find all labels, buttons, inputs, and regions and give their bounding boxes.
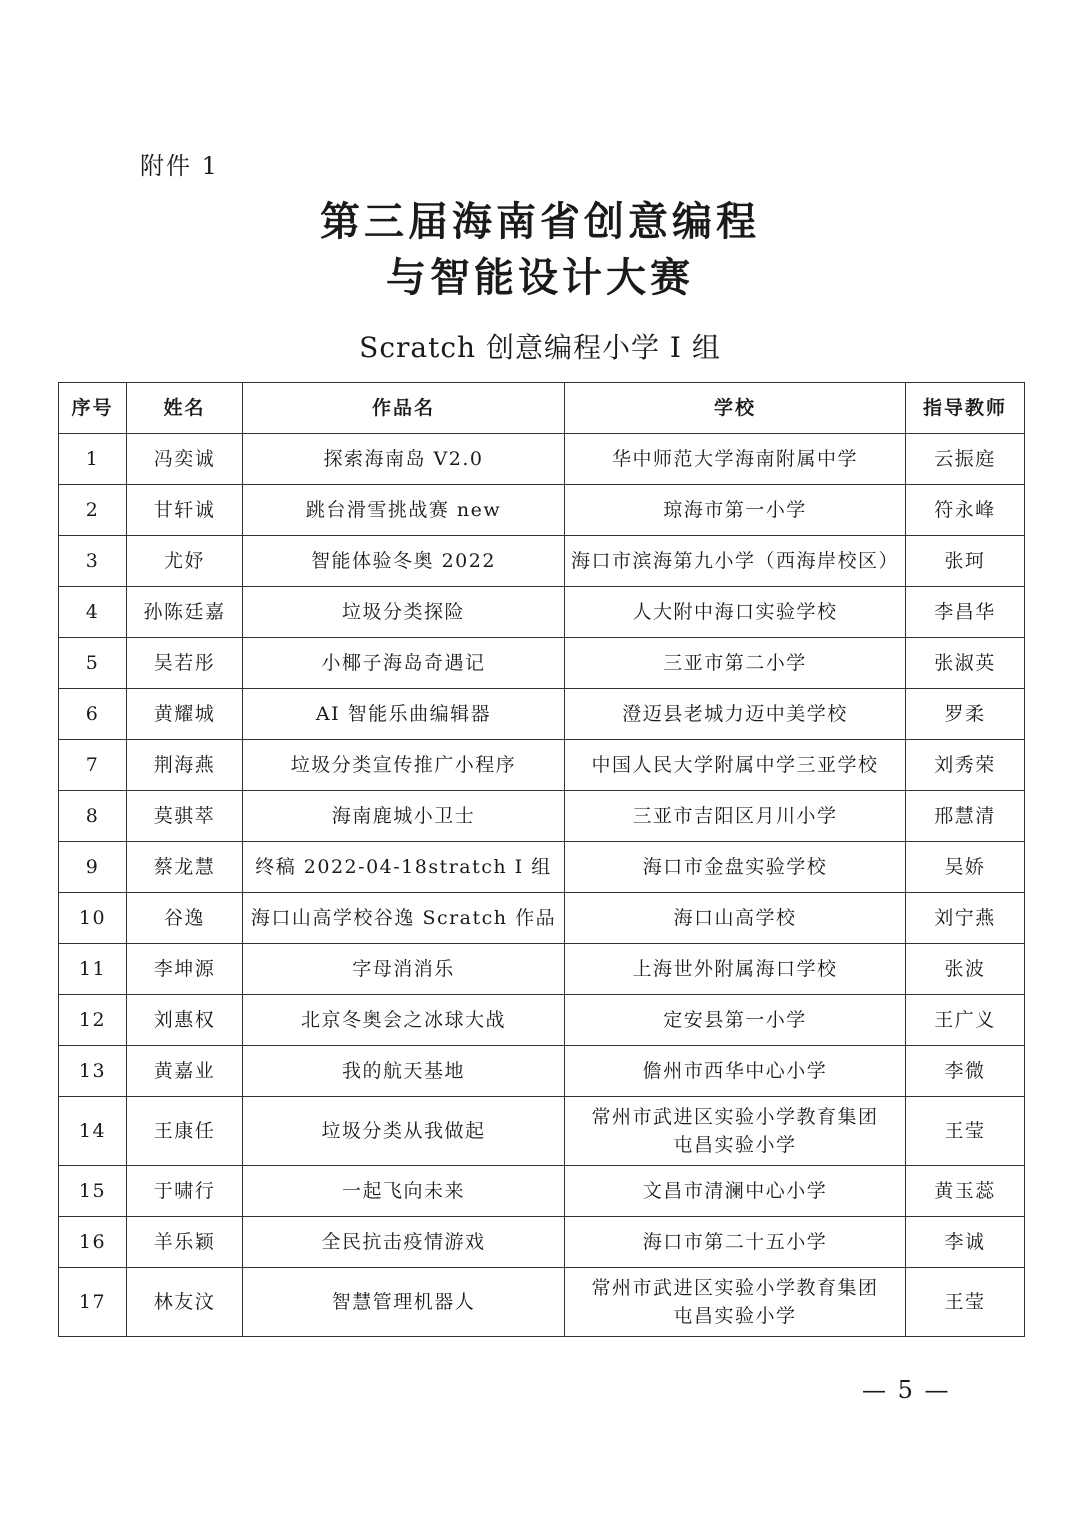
cell-index: 2 (59, 485, 127, 536)
cell-index: 10 (59, 893, 127, 944)
table-row (59, 485, 1025, 536)
table-row (59, 434, 1025, 485)
group-subtitle: Scratch 创意编程小学 I 组 (359, 331, 721, 364)
table-row (59, 1268, 1025, 1337)
cell-school-line-2: 屯昌实验小学 (673, 1134, 797, 1156)
cell-work: 海南鹿城小卫士 (243, 791, 565, 842)
cell-school: 华中师范大学海南附属中学 (565, 434, 906, 485)
cell-school-line-2: 屯昌实验小学 (673, 1305, 797, 1327)
document-title-line-1: 第三届海南省创意编程 (320, 199, 760, 245)
table-row (59, 791, 1025, 842)
table-row (59, 638, 1025, 689)
cell-teacher: 云振庭 (906, 434, 1025, 485)
cell-teacher: 王广义 (906, 995, 1025, 1046)
page-number: — 5 — (862, 1376, 951, 1404)
cell-teacher: 李昌华 (906, 587, 1025, 638)
header-index: 序号 (59, 383, 127, 434)
cell-index: 1 (59, 434, 127, 485)
table-body (59, 434, 1025, 1337)
cell-teacher: 张淑英 (906, 638, 1025, 689)
table-row (59, 893, 1025, 944)
cell-school: 定安县第一小学 (565, 995, 906, 1046)
cell-school-line-1: 常州市武进区实验小学教育集团 (591, 1106, 879, 1128)
table-row (59, 1217, 1025, 1268)
results-table (58, 382, 1025, 1337)
cell-teacher: 符永峰 (906, 485, 1025, 536)
cell-work: 我的航天基地 (243, 1046, 565, 1097)
cell-name: 谷逸 (127, 893, 243, 944)
table-header-row (59, 383, 1025, 434)
cell-name: 冯奕诚 (127, 434, 243, 485)
cell-index: 5 (59, 638, 127, 689)
cell-teacher: 黄玉蕊 (906, 1166, 1025, 1217)
cell-teacher: 张波 (906, 944, 1025, 995)
header-name: 姓名 (127, 383, 243, 434)
cell-school: 文昌市清澜中心小学 (565, 1166, 906, 1217)
table-row (59, 689, 1025, 740)
header-teacher: 指导教师 (906, 383, 1025, 434)
cell-school: 中国人民大学附属中学三亚学校 (565, 740, 906, 791)
cell-name: 蔡龙慧 (127, 842, 243, 893)
cell-teacher: 罗柔 (906, 689, 1025, 740)
table-row (59, 1046, 1025, 1097)
cell-name: 莫骐萃 (127, 791, 243, 842)
cell-work: 全民抗击疫情游戏 (243, 1217, 565, 1268)
cell-school (565, 1097, 906, 1166)
table-row (59, 1166, 1025, 1217)
cell-teacher: 吴娇 (906, 842, 1025, 893)
cell-school: 海口市金盘实验学校 (565, 842, 906, 893)
cell-name: 李坤源 (127, 944, 243, 995)
cell-index: 13 (59, 1046, 127, 1097)
cell-work: 终稿 2022-04-18stratch Ⅰ 组 (243, 842, 565, 893)
cell-name: 王康任 (127, 1097, 243, 1166)
cell-index: 3 (59, 536, 127, 587)
cell-work: 海口山高学校谷逸 Scratch 作品 (243, 893, 565, 944)
cell-name: 尤妤 (127, 536, 243, 587)
cell-work: AI 智能乐曲编辑器 (243, 689, 565, 740)
cell-school: 三亚市吉阳区月川小学 (565, 791, 906, 842)
cell-index: 8 (59, 791, 127, 842)
cell-index: 16 (59, 1217, 127, 1268)
cell-teacher: 李诚 (906, 1217, 1025, 1268)
table-row (59, 995, 1025, 1046)
cell-school (565, 1268, 906, 1337)
table-row (59, 536, 1025, 587)
cell-index: 9 (59, 842, 127, 893)
cell-name: 黄耀城 (127, 689, 243, 740)
cell-name: 刘惠权 (127, 995, 243, 1046)
cell-work: 探索海南岛 V2.0 (243, 434, 565, 485)
attachment-label: 附件 1 (140, 152, 219, 180)
document-title-line-2: 与智能设计大赛 (386, 255, 694, 301)
header-school: 学校 (565, 383, 906, 434)
table-row (59, 740, 1025, 791)
cell-work: 跳台滑雪挑战赛 new (243, 485, 565, 536)
cell-name: 甘轩诚 (127, 485, 243, 536)
cell-work: 字母消消乐 (243, 944, 565, 995)
cell-work: 小椰子海岛奇遇记 (243, 638, 565, 689)
cell-school: 海口市滨海第九小学（西海岸校区） (565, 536, 906, 587)
cell-name: 黄嘉业 (127, 1046, 243, 1097)
cell-index: 6 (59, 689, 127, 740)
cell-work: 垃圾分类从我做起 (243, 1097, 565, 1166)
cell-school: 澄迈县老城力迈中美学校 (565, 689, 906, 740)
cell-name: 孙陈廷嘉 (127, 587, 243, 638)
cell-school: 人大附中海口实验学校 (565, 587, 906, 638)
cell-index: 12 (59, 995, 127, 1046)
cell-index: 7 (59, 740, 127, 791)
cell-school-line-1: 常州市武进区实验小学教育集团 (591, 1277, 879, 1299)
cell-school: 上海世外附属海口学校 (565, 944, 906, 995)
cell-school: 海口市第二十五小学 (565, 1217, 906, 1268)
cell-work: 北京冬奥会之冰球大战 (243, 995, 565, 1046)
table-row (59, 842, 1025, 893)
table-row (59, 587, 1025, 638)
cell-index: 15 (59, 1166, 127, 1217)
cell-teacher: 张珂 (906, 536, 1025, 587)
cell-name: 羊乐颖 (127, 1217, 243, 1268)
cell-index: 17 (59, 1268, 127, 1337)
cell-work: 智能体验冬奥 2022 (243, 536, 565, 587)
cell-teacher: 刘宁燕 (906, 893, 1025, 944)
cell-name: 荆海燕 (127, 740, 243, 791)
cell-teacher: 王莹 (906, 1268, 1025, 1337)
cell-index: 11 (59, 944, 127, 995)
cell-teacher: 王莹 (906, 1097, 1025, 1166)
cell-teacher: 李微 (906, 1046, 1025, 1097)
table-row (59, 944, 1025, 995)
cell-index: 14 (59, 1097, 127, 1166)
cell-name: 林友汶 (127, 1268, 243, 1337)
cell-work: 垃圾分类探险 (243, 587, 565, 638)
header-work: 作品名 (243, 383, 565, 434)
cell-school: 琼海市第一小学 (565, 485, 906, 536)
cell-school: 海口山高学校 (565, 893, 906, 944)
cell-work: 垃圾分类宣传推广小程序 (243, 740, 565, 791)
cell-work: 智慧管理机器人 (243, 1268, 565, 1337)
cell-teacher: 邢慧清 (906, 791, 1025, 842)
table-row (59, 1097, 1025, 1166)
cell-name: 吴若彤 (127, 638, 243, 689)
cell-school: 儋州市西华中心小学 (565, 1046, 906, 1097)
cell-school: 三亚市第二小学 (565, 638, 906, 689)
cell-teacher: 刘秀荣 (906, 740, 1025, 791)
cell-name: 于啸行 (127, 1166, 243, 1217)
cell-work: 一起飞向未来 (243, 1166, 565, 1217)
cell-index: 4 (59, 587, 127, 638)
